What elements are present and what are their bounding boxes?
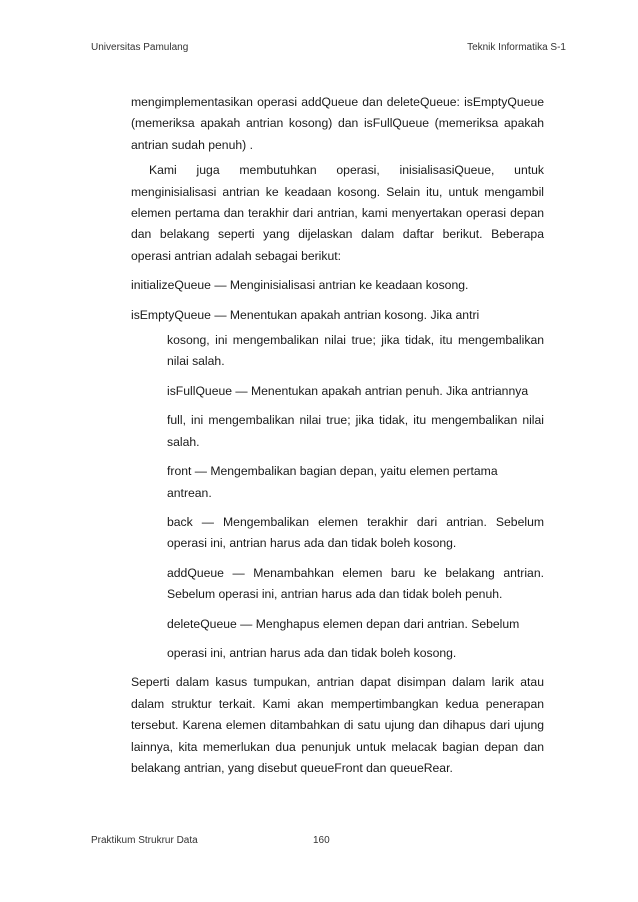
op-front: front — Mengembalikan bagian depan, yaitu elemen pertama antrean. <box>167 464 498 500</box>
document-body <box>131 92 544 779</box>
header-right: Teknik Informatika S-1 <box>467 42 566 53</box>
op-deletequeue-cont: operasi ini, antrian harus ada dan tidak boleh kosong. <box>167 645 457 660</box>
op-initialize: initializeQueue — Menginisialisasi antrian ke keadaan kosong. <box>131 278 469 293</box>
op-addqueue: addQueue — Menambahkan elemen baru ke belakang antrian. Sebelum operasi ini, antrian harus ada dan tidak boleh penuh. <box>167 565 544 602</box>
op-isempty: isEmptyQueue — Menentukan apakah antrian kosong. Jika antri <box>131 307 480 322</box>
header-left: Universitas Pamulang <box>91 42 189 53</box>
op-isempty-cont: kosong, ini mengembalikan nilai true; jika tidak, itu mengembalikan nilai salah. <box>167 333 544 369</box>
op-back: back — Mengembalikan elemen terakhir dari antrian. Sebelum operasi ini, antrian harus ada dan tidak boleh kosong. <box>167 514 544 551</box>
op-isfull-cont: full, ini mengembalikan nilai true; jika tidak, itu mengembalikan nilai salah. <box>167 413 544 449</box>
paragraph-operations: Kami juga membutuhkan operasi, inisialisasiQueue, untuk menginisialisasi antrian ke keadaan kosong. Selain itu, untuk mengambil elemen pertama dan terakhir dari antrian, kami menyertakan operasi depan dan belakang seperti yang dijelaskan dalam daftar berikut. Beberapa operasi antrian adalah sebagai berikut: <box>131 163 544 263</box>
paragraph-closing: Seperti dalam kasus tumpukan, antrian dapat disimpan dalam larik atau dalam struktur terkait. Kami akan mempertimbangkan kedua penerapan tersebut. Karena elemen ditambahkan di satu ujung dan dihapus dari ujung lainnya, kita memerlukan dua penunjuk untuk melacak bagian depan dan belakang antrian, yang disebut queueFront dan queueRear. <box>131 675 544 775</box>
op-isfull: isFullQueue — Menentukan apakah antrian penuh. Jika antriannya <box>167 383 529 398</box>
page-number: 160 <box>313 835 330 846</box>
footer-left: Praktikum Strukrur Data <box>91 835 198 846</box>
paragraph-intro: mengimplementasikan operasi addQueue dan deleteQueue: isEmptyQueue (memeriksa apakah antrian kosong) dan isFullQueue (memeriksa apakah antrian sudah penuh) . <box>131 95 544 152</box>
op-deletequeue: deleteQueue — Menghapus elemen depan dari antrian. Sebelum <box>167 616 520 631</box>
